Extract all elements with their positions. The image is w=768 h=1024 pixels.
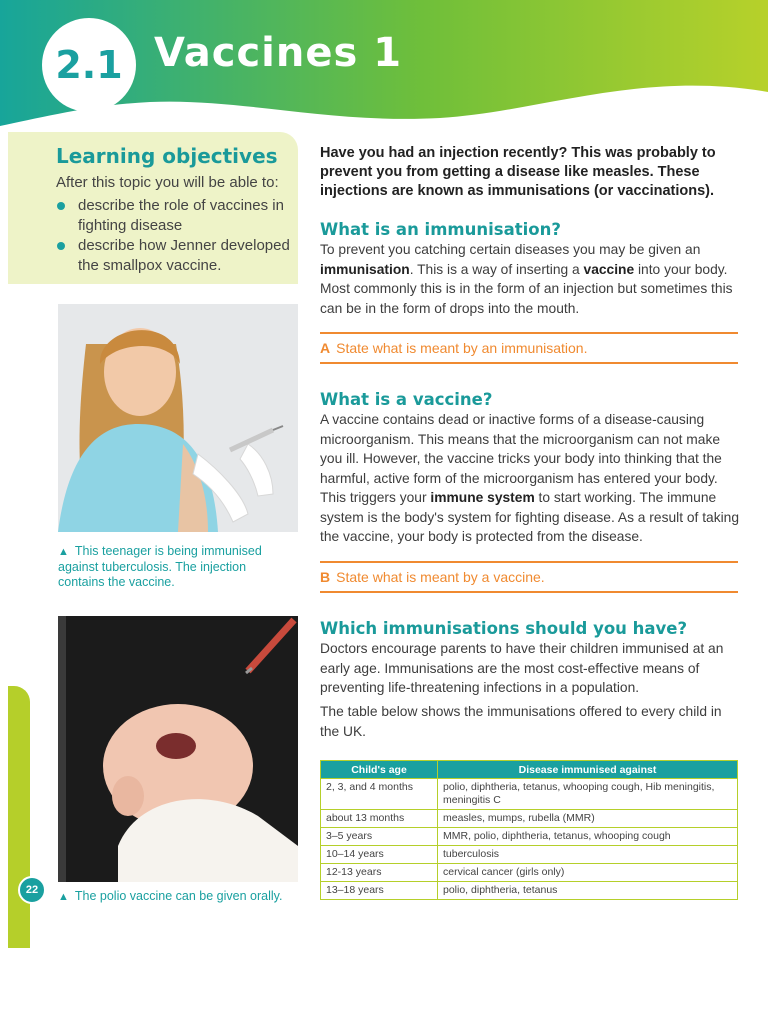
term-immunisation: immunisation bbox=[320, 261, 410, 277]
bullet-icon bbox=[57, 242, 65, 250]
table-row bbox=[321, 828, 738, 846]
disease-cell: polio, diphtheria, tetanus, whooping cough, Hib meningitis, meningitis C bbox=[438, 779, 738, 810]
disease-cell: cervical cancer (girls only) bbox=[438, 864, 738, 882]
heading-what-is-immunisation: What is an immunisation? bbox=[320, 220, 561, 239]
immunisations-paragraph-2: The table below shows the immunisations offered to every child in the UK. bbox=[320, 704, 722, 739]
age-cell: about 13 months bbox=[321, 810, 438, 828]
objective-item: describe the role of vaccines in fighting disease bbox=[56, 196, 296, 236]
intro-paragraph: Have you had an injection recently? This was probably to prevent you from getting a disease like measles. These injections are known as immunisations (or vaccinations). bbox=[320, 145, 716, 199]
question-a: A State what is meant by an immunisation. bbox=[320, 332, 738, 364]
learning-objectives-title: Learning objectives bbox=[56, 144, 278, 168]
disease-cell: measles, mumps, rubella (MMR) bbox=[438, 810, 738, 828]
page-title: Vaccines 1 bbox=[154, 30, 403, 76]
immunisations-paragraph-1: Doctors encourage parents to have their children immunised at an early age. Immunisations are the most cost-effective means of preventing life-threatening infections in a population. bbox=[320, 641, 724, 695]
column-header-age: Child's age bbox=[321, 761, 438, 779]
objective-item: describe how Jenner developed the smallpox vaccine. bbox=[56, 236, 296, 276]
table-row bbox=[321, 882, 738, 900]
disease-cell: tuberculosis bbox=[438, 846, 738, 864]
term-vaccine: vaccine bbox=[583, 261, 635, 277]
question-b: B State what is meant by a vaccine. bbox=[320, 561, 738, 593]
heading-what-is-vaccine: What is a vaccine? bbox=[320, 390, 493, 409]
age-cell: 13–18 years bbox=[321, 882, 438, 900]
table-row bbox=[321, 864, 738, 882]
learning-objectives-intro: After this topic you will be able to: bbox=[56, 174, 279, 191]
learning-objectives-list bbox=[56, 196, 296, 276]
section-number-badge: 2.1 bbox=[42, 18, 136, 112]
immunisation-schedule-table bbox=[320, 760, 738, 900]
table-header-row bbox=[321, 761, 738, 779]
age-cell: 3–5 years bbox=[321, 828, 438, 846]
disease-cell: MMR, polio, diphtheria, tetanus, whooping cough bbox=[438, 828, 738, 846]
immunisation-paragraph: To prevent you catching certain diseases you may be given an immunisation. This is a way of inserting a vaccine into your body. Most commonly this is in the form of an injection but sometimes this can be in the form of drops into the mouth. bbox=[320, 242, 733, 316]
figure-caption-1: ▲ This teenager is being immunised against tuberculosis. The injection contains the vaccine. bbox=[58, 544, 262, 589]
heading-which-immunisations: Which immunisations should you have? bbox=[320, 619, 688, 638]
age-cell: 10–14 years bbox=[321, 846, 438, 864]
table-row bbox=[321, 846, 738, 864]
triangle-icon: ▲ bbox=[58, 891, 69, 903]
table-row bbox=[321, 810, 738, 828]
teenager-injection-photo bbox=[58, 304, 298, 532]
crying-baby-photo bbox=[58, 616, 298, 882]
figure-caption-2: ▲ The polio vaccine can be given orally. bbox=[58, 889, 283, 903]
age-cell: 2, 3, and 4 months bbox=[321, 779, 438, 810]
column-header-disease: Disease immunised against bbox=[438, 761, 738, 779]
triangle-icon: ▲ bbox=[58, 546, 69, 558]
page-edge-accent bbox=[8, 686, 30, 948]
table-row bbox=[321, 779, 738, 810]
vaccine-paragraph: A vaccine contains dead or inactive forms of a disease-causing microorganism. This means that the microorganism can not make you ill. However, the vaccine tricks your body into thinking that the harmful, active form of the microorganism has entered your body. This triggers your immune system to start working. The immune system is the body's system for fighting disease. As a result of taking the vaccine, your body is protected from the disease. bbox=[320, 412, 740, 544]
term-immune-system: immune system bbox=[430, 490, 535, 505]
bullet-icon bbox=[57, 202, 65, 210]
disease-cell: polio, diphtheria, tetanus bbox=[438, 882, 738, 900]
age-cell: 12-13 years bbox=[321, 864, 438, 882]
page-number: 22 bbox=[18, 876, 46, 904]
